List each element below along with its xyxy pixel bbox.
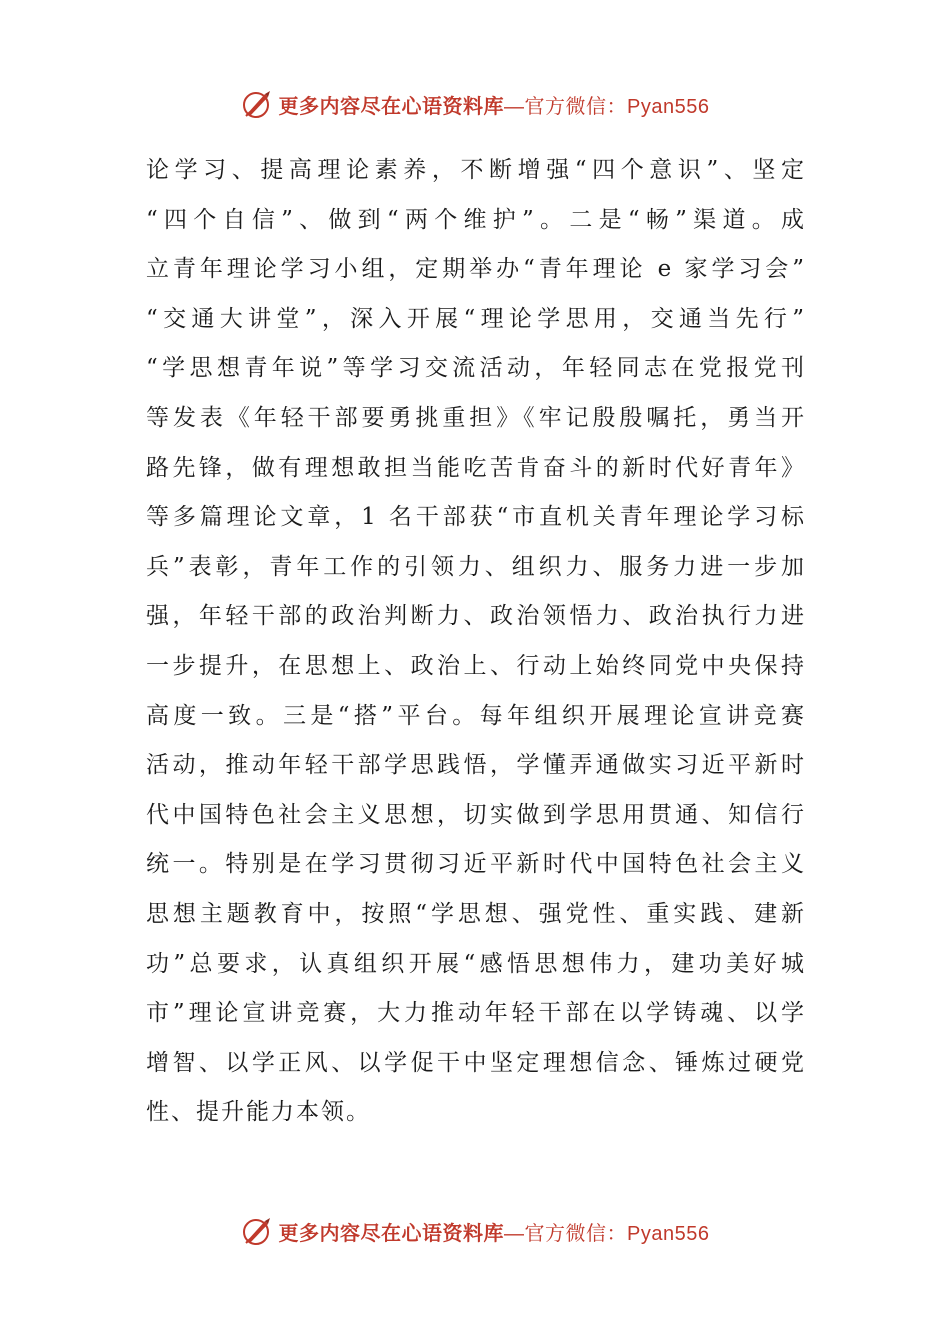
footer-banner-wechat: —官方微信：Pyan556 [504,1222,710,1245]
body-line: 增智、以学正风、以学促干中坚定理想信念、锤炼过硬党 [146,1049,806,1076]
body-line: 统一。特别是在学习贯彻习近平新时代中国特色社会主义 [146,851,806,878]
body-line: 思想主题教育中，按照“学思想、强党性、重实践、建新 [146,900,806,927]
body-line: 代中国特色社会主义思想，切实做到学思用贯通、知信行 [146,801,806,828]
quill-pen-logo-icon [241,88,273,120]
header-banner-text [279,90,710,119]
document-body [146,146,806,1138]
header-banner [0,84,950,124]
body-line: 强，年轻干部的政治判断力、政治领悟力、政治执行力进 [146,603,806,630]
body-line: “四个自信”、做到“两个维护”。二是“畅”渠道。成 [146,206,806,233]
footer-banner-text [279,1217,710,1246]
header-banner-wechat: —官方微信：Pyan556 [504,95,710,118]
body-line: “交通大讲堂”，深入开展“理论学思用，交通当先行” [146,305,806,332]
body-line: 市”理论宣讲竞赛，大力推动年轻干部在以学铸魂、以学 [146,1000,806,1027]
body-line: “学思想青年说”等学习交流活动，年轻同志在党报党刊 [146,355,806,382]
header-banner-title: 更多内容尽在心语资料库 [278,93,505,118]
body-line: 功”总要求，认真组织开展“感悟思想伟力，建功美好城 [146,950,806,977]
body-line: 性、提升能力本领。 [146,1099,371,1126]
body-line: 高度一致。三是“搭”平台。每年组织开展理论宣讲竞赛 [146,702,806,729]
body-line: 论学习、提高理论素养，不断增强“四个意识”、坚定 [146,157,806,183]
body-line: 兵”表彰，青年工作的引领力、组织力、服务力进一步加 [146,553,806,580]
footer-banner-title: 更多内容尽在心语资料库 [278,1220,505,1245]
body-line: 等发表《年轻干部要勇挑重担》《牢记殷殷嘱托，勇当开 [146,404,806,431]
quill-pen-logo-icon [241,1215,273,1247]
body-line: 立青年理论学习小组，定期举办“青年理论 e 家学习会” [146,256,806,283]
body-line: 活动，推动年轻干部学思践悟，学懂弄通做实习近平新时 [146,752,806,779]
footer-banner [0,1211,950,1251]
body-line: 等多篇理论文章，1 名干部获“市直机关青年理论学习标 [146,504,806,531]
body-line: 一步提升，在思想上、政治上、行动上始终同党中央保持 [146,652,806,679]
body-line: 路先锋，做有理想敢担当能吃苦肯奋斗的新时代好青年》 [146,454,806,481]
